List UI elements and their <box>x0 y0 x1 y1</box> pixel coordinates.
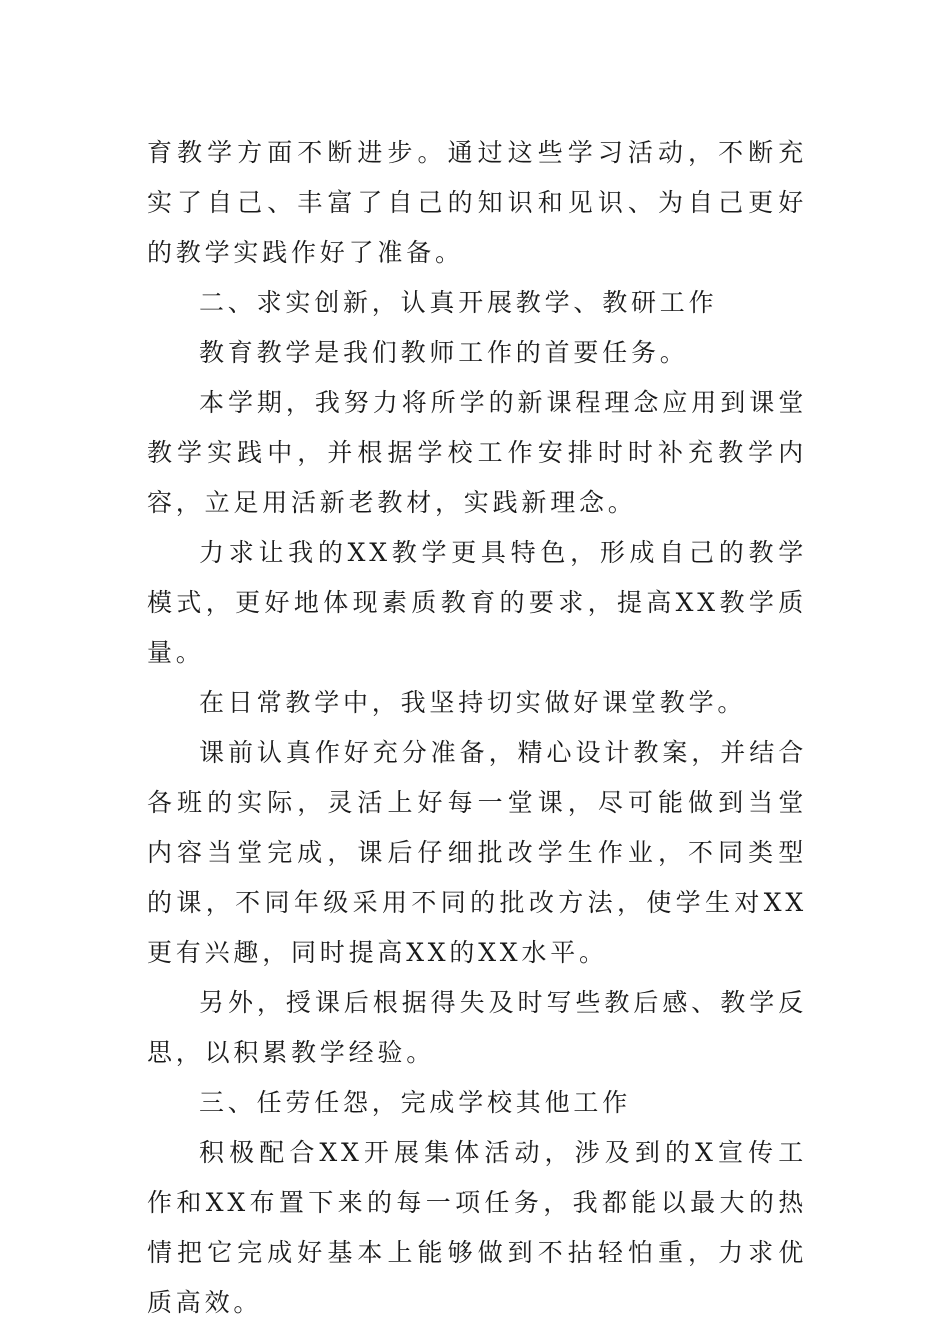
section-heading-3: 三、任劳任怨，完成学校其他工作 <box>199 1088 632 1117</box>
section-heading-2: 二、求实创新，认真开展教学、教研工作 <box>199 288 718 317</box>
paragraph-6: 在日常教学中，我坚持切实做好课堂教学。 <box>199 688 747 717</box>
paragraph-7: 课前认真作好充分准备，精心设计教案，并结合各班的实际，灵活上好每一堂课，尽可能做到当堂内容当堂完成，课后仔细批改学生作业，不同类型的课，不同年级采用不同的批改方法，使学生对XX更有兴趣，同时提高XX的XX水平。 <box>147 738 807 967</box>
paragraph-1: 育教学方面不断进步。通过这些学习活动，不断充实了自己、丰富了自己的知识和见识、为自己更好的教学实践作好了准备。 <box>147 138 807 267</box>
document-body <box>147 128 807 1328</box>
paragraph-8: 另外，授课后根据得失及时写些教后感、教学反思，以积累教学经验。 <box>147 988 807 1067</box>
paragraph-10: 积极配合XX开展集体活动，涉及到的X宣传工作和XX布置下来的每一项任务，我都能以最大的热情把它完成好基本上能够做到不拈轻怕重，力求优质高效。 <box>147 1138 807 1317</box>
paragraph-4: 本学期，我努力将所学的新课程理念应用到课堂教学实践中，并根据学校工作安排时时补充教学内容，立足用活新老教材，实践新理念。 <box>147 388 807 517</box>
paragraph-3: 教育教学是我们教师工作的首要任务。 <box>199 338 689 367</box>
paragraph-5: 力求让我的XX教学更具特色，形成自己的教学模式，更好地体现素质教育的要求，提高XX教学质量。 <box>147 538 807 667</box>
